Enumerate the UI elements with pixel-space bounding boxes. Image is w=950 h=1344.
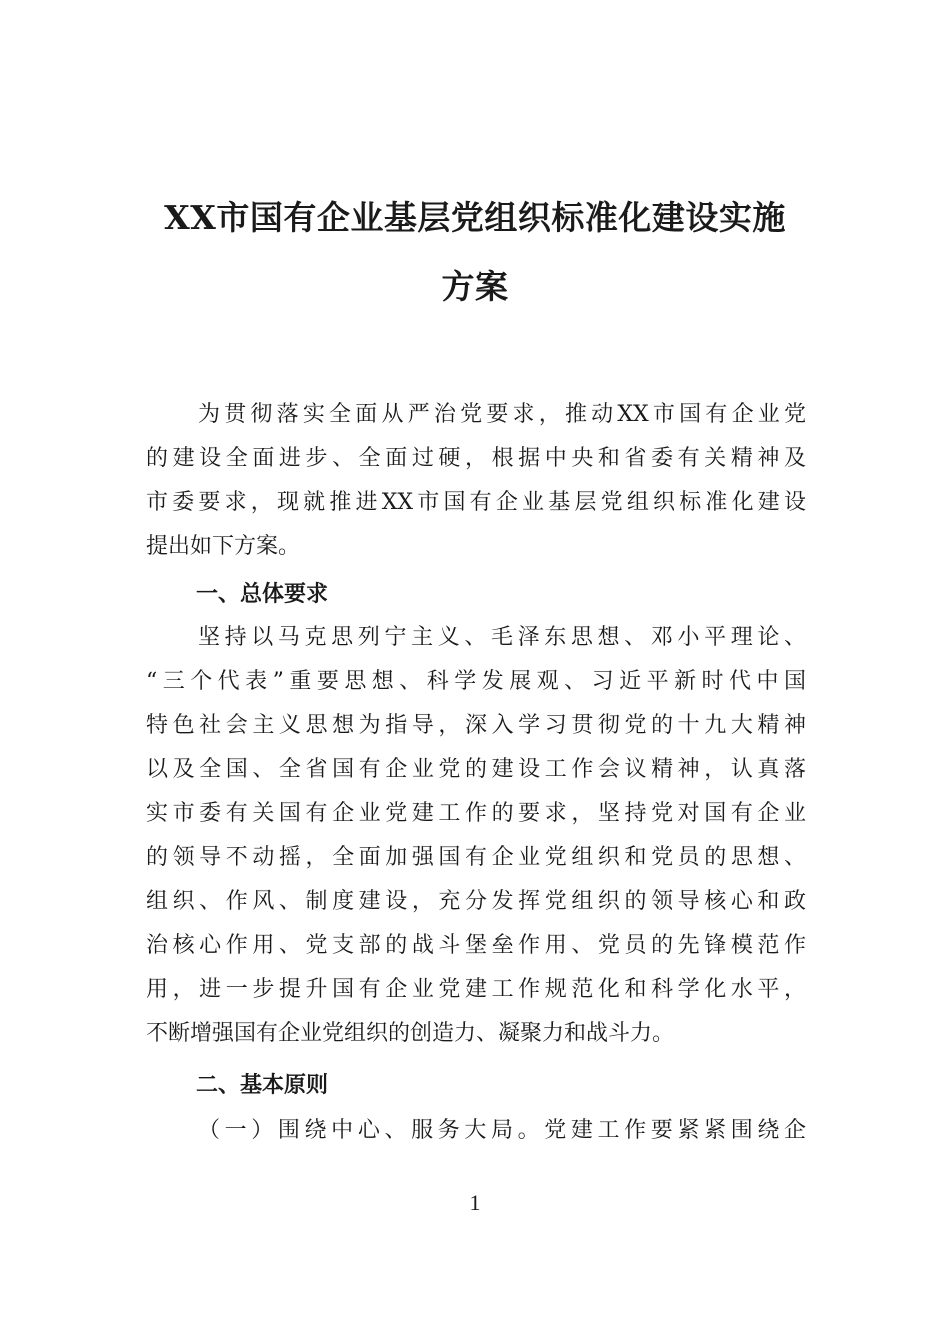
document-title-line-1: XX市国有企业基层党组织标准化建设实施 (164, 198, 786, 237)
section1-line-10: 不断增强国有企业党组织的创造力、凝聚力和战斗力。 (146, 1021, 675, 1046)
intro-line-2: 的建设全面进步、全面过硬，根据中央和省委有关精神及 (146, 446, 806, 471)
intro-line-4: 提出如下方案。 (146, 534, 301, 559)
section1-line-7: 组织、作风、制度建设，充分发挥党组织的领导核心和政 (146, 889, 806, 914)
section-heading-general-requirements: 一、总体要求 (196, 582, 329, 607)
document-title-line-2: 方案 (441, 267, 509, 306)
section1-line-8: 治核心作用、党支部的战斗堡垒作用、党员的先锋模范作 (146, 933, 806, 958)
section1-line-9: 用，进一步提升国有企业党建工作规范化和科学化水平， (146, 977, 806, 1002)
section1-line-6: 的领导不动摇，全面加强国有企业党组织和党员的思想、 (146, 845, 806, 870)
section1-line-4: 以及全国、全省国有企业党的建设工作会议精神，认真落 (146, 757, 806, 782)
intro-line-1: 为贯彻落实全面从严治党要求，推动XX市国有企业党 (198, 402, 806, 427)
section1-line-1: 坚持以马克思列宁主义、毛泽东思想、邓小平理论、 (198, 625, 806, 650)
section1-line-5: 实市委有关国有企业党建工作的要求，坚持党对国有企业 (146, 801, 806, 826)
intro-line-3: 市委要求，现就推进XX市国有企业基层党组织标准化建设 (146, 490, 806, 515)
page-number: 1 (469, 1190, 481, 1215)
section1-line-3: 特色社会主义思想为指导，深入学习贯彻党的十九大精神 (146, 713, 806, 738)
section1-line-2: “三个代表”重要思想、科学发展观、习近平新时代中国 (146, 669, 806, 694)
section-heading-basic-principles: 二、基本原则 (196, 1073, 329, 1098)
section2-line-1: （一）围绕中心、服务大局。党建工作要紧紧围绕企 (198, 1118, 806, 1143)
